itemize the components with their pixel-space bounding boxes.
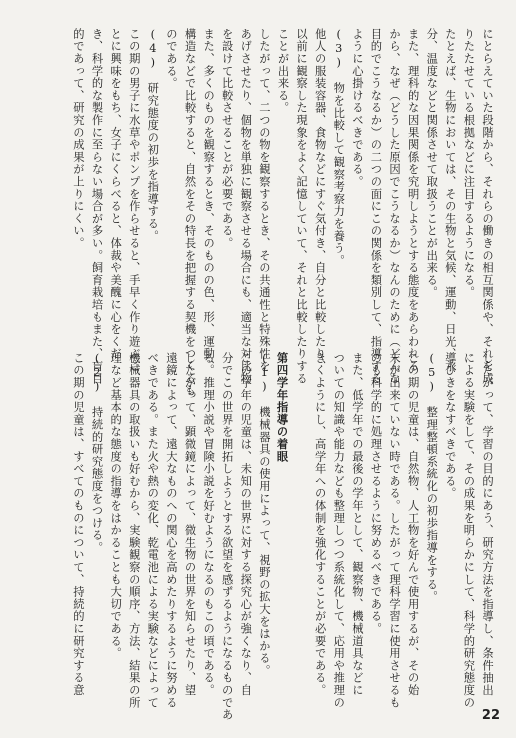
text-line: したがって、顕微鏡によって、微生物の世界を知らせたり、望 bbox=[183, 352, 197, 697]
text-line: また、理科的な因果関係を究明しようとする態度をあらわれる bbox=[406, 28, 420, 373]
text-line: この期の児童は、すべてのものについて、持続的に研究する意 bbox=[71, 352, 85, 697]
text-line bbox=[291, 352, 310, 692]
text-line: 遠鏡によって、遠大なものへの関心を高めたりするように努める bbox=[164, 352, 178, 709]
text-line: (4) 研究態度の初歩を指導する。 bbox=[146, 28, 160, 243]
text-line: りたたせている根拠などに注目するようになる。 bbox=[462, 28, 476, 299]
text-line: この期の児童は、自然物、人工物を好んで使用するが、その始 bbox=[406, 352, 420, 697]
text-line: のも科学的に処理させるように努めるべきである。 bbox=[369, 352, 383, 635]
text-line: とに興味をもち、女子にくらべると、体裁や美醜に心をくだ bbox=[109, 28, 123, 361]
text-line: ついての知識や能力なども整理しつつ系統化して、応用や推理の bbox=[332, 352, 346, 709]
text-line: また、多くのものを観察するとき、そのものの色、形、運動、 bbox=[202, 28, 216, 373]
text-line: したがって、学習の目的にあう、研究方法を指導し、条件抽出 bbox=[481, 352, 494, 697]
text-line: 第四学年指導の着眼 bbox=[275, 352, 290, 463]
text-line: による実験をして、その成果を明らかにして、科学的研究態度の bbox=[462, 352, 476, 709]
text-line: ことが出来る。 bbox=[276, 28, 290, 115]
text-line: 分、温度などと関係させて取扱うことが出来る。 bbox=[425, 28, 439, 299]
text-line: る。推理小説や冒険小説を好むようになるのもこの頃である。 bbox=[202, 352, 216, 697]
text-line: したがって、二つの物を観察するとき、その共通性と特殊性を bbox=[257, 28, 271, 373]
text-line: べきである。また火や熱の変化、乾電池による実験などによって bbox=[146, 352, 160, 709]
text-line: (2) 持続的研究態度をつける。 bbox=[90, 352, 104, 554]
text-line: 機械器具の取扱いも好むから、実験観察の順序、方法、結果の所 bbox=[127, 352, 141, 709]
text-line: (3) 物を比較して観察考察力を養う。 bbox=[332, 28, 346, 267]
text-line: また、低学年での最後の学年として、観察物、機械道具などに bbox=[350, 352, 364, 697]
text-line: たとえば、生物においては、その生物と気候、運動、日光、水 bbox=[443, 28, 457, 373]
text-line: き、科学的な製作に至らない場合が多い。飼育栽培もまた、盲目 bbox=[90, 28, 104, 385]
text-block-top bbox=[68, 28, 496, 397]
text-line: 分でこの世界を開拓しようとする欲望を感ずるようになるものであ bbox=[220, 352, 234, 721]
text-line: 他人の服装容器、食物などにすぐ気付き、自分と比較したり、 bbox=[313, 28, 327, 373]
text-line: 末が出来ていない時である。したがって理科学習に使用させるも bbox=[388, 352, 402, 709]
text-line: きくようにし、高学年への体制を強化することが必要である。 bbox=[313, 352, 327, 697]
text-line: のである。 bbox=[164, 28, 178, 90]
text-line: (1) 機械器具の使用によって、視野の拡大をはかる。 bbox=[257, 352, 271, 677]
text-line: 目的でこうなるか）の二つの面にこの関係を類別して、指導する bbox=[369, 28, 383, 385]
text-line: この学年の児童は、未知の世界に対する探究心が強くなり、自 bbox=[239, 352, 253, 697]
text-line: から、なぜ（どうした原因でこうなるか）なんのために（どんな bbox=[388, 28, 402, 385]
text-line: 導びきをなすべきである。 bbox=[443, 352, 457, 500]
text-line: あげさせたり、個物を単独に観察させる場合にも、適当な対比物 bbox=[239, 28, 253, 385]
text-line: にとらえていた段階から、それらの働きの相互関係や、それを成 bbox=[481, 28, 494, 385]
text-line: 理など基本的な態度の指導をはかることも大切である。 bbox=[109, 352, 123, 660]
text-line: 以前に観察した現象をよく記憶していて、それと比較したりする bbox=[295, 28, 309, 385]
text-line: この期の男子に水草やポンプを作らせると、手早く作り遊ぶこ bbox=[127, 28, 141, 373]
text-line: 的であって、研究の成果が上りにくい。 bbox=[71, 28, 85, 250]
text-line: を設けて比較させることが必要である。 bbox=[220, 28, 234, 250]
text-line: 構造などで比較すると、自然をその特長を把握する契機をつくるも bbox=[183, 28, 197, 397]
text-line: ように心掛けるべきである。 bbox=[350, 28, 364, 188]
text-line: (5) 整理整頓系統化の初歩指導をする。 bbox=[425, 352, 439, 604]
page-number: 22 bbox=[481, 708, 500, 723]
